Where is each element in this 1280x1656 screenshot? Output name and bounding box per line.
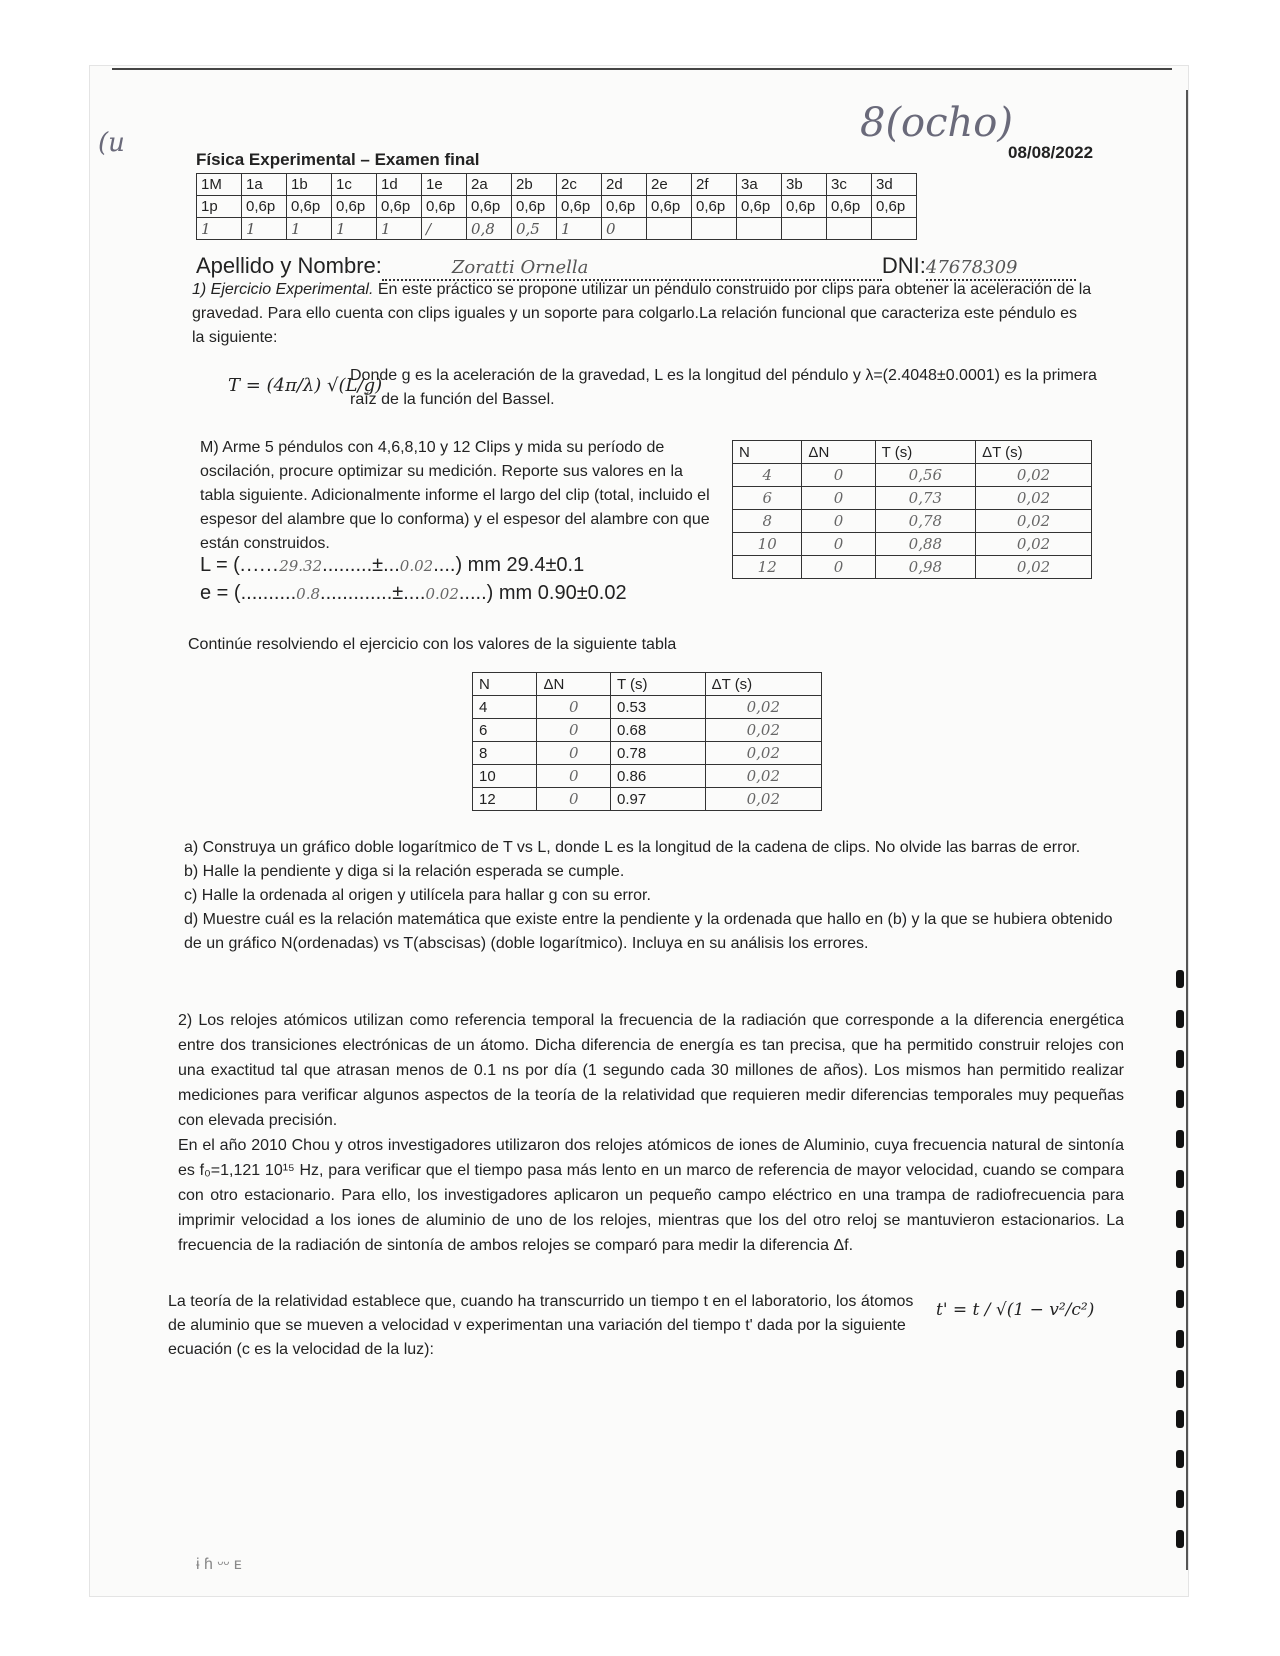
dni-value: 47678309 bbox=[925, 257, 1018, 278]
table-cell: 8 bbox=[473, 742, 537, 765]
cell: 1b bbox=[287, 174, 332, 196]
part-m-text: M) Arme 5 péndulos con 4,6,8,10 y 12 Clips y mida su período de oscilación, procure optimizar su medición. Reporte sus valores en la tabla siguiente. Adicionalmente informe el largo del clip (total, incluido el espesor del alambre que lo conforma) y el espesor del alambre con que están construidos. bbox=[200, 439, 710, 552]
cell: 1 bbox=[287, 218, 332, 240]
cell: 0,6p bbox=[872, 196, 917, 218]
cell: 3d bbox=[872, 174, 917, 196]
table-cell: 0,02 bbox=[976, 464, 1092, 487]
page-title: Física Experimental – Examen final bbox=[196, 150, 480, 169]
pendulum-formula: T = (4π/λ) √(L/g) bbox=[228, 375, 383, 396]
exercise2-p1: 2) Los relojes atómicos utilizan como referencia temporal la frecuencia de la radiación que corresponde a la diferencia energética entre dos transiciones electrónicas de un átomo. Dicha diferencia de energía es tan precisa, que ha permitido construir relojes con una exactitud tal que atrasan menos de 0.1 ns por día (1 segundo cada 30 millones de años). Los mismos han permitido realizar mediciones para verificar algunos aspectos de la teoría de la relatividad que requieren medir diferencias temporales muy pequeñas con elevada precisión. bbox=[178, 1012, 1124, 1129]
cell: 0,5 bbox=[512, 218, 557, 240]
table-cell: 0 bbox=[537, 719, 611, 742]
name-value: Zoratti Ornella bbox=[451, 257, 589, 278]
score-table bbox=[196, 173, 917, 240]
table-cell: 4 bbox=[733, 464, 802, 487]
cell: 0 bbox=[602, 218, 647, 240]
questions bbox=[184, 836, 1120, 956]
student-info bbox=[196, 253, 1076, 281]
cell: 0,6p bbox=[647, 196, 692, 218]
cell: ΔN bbox=[537, 673, 611, 696]
wire-thickness-error: 0.02 bbox=[425, 585, 459, 603]
continue-text: Continúe resolviendo el ejercicio con los valores de la siguiente tabla bbox=[188, 636, 677, 653]
cell bbox=[737, 218, 782, 240]
table-row bbox=[733, 487, 1092, 510]
cell: 1M bbox=[197, 174, 242, 196]
table-row bbox=[733, 464, 1092, 487]
wire-thickness-value: 0.8 bbox=[296, 585, 321, 603]
exercise1-text: En este práctico se propone utilizar un péndulo construido por clips para obtener la aceleración de la gravedad. Para ello cuenta con clips iguales y un soporte para colgarlo.La relación funcional que caracteriza este péndulo es la siguiente: bbox=[192, 281, 1092, 346]
table-cell: 0 bbox=[802, 556, 875, 579]
table-row bbox=[733, 510, 1092, 533]
cell: 2d bbox=[602, 174, 647, 196]
cell: 0,6p bbox=[602, 196, 647, 218]
question-a: a) Construya un gráfico doble logarítmico de T vs L, donde L es la longitud de la cadena de clips. No olvide las barras de error. bbox=[184, 839, 1081, 856]
table-cell: 10 bbox=[733, 533, 802, 556]
cell: 1e bbox=[422, 174, 467, 196]
cell: / bbox=[422, 218, 467, 240]
cell: 1 bbox=[332, 218, 377, 240]
cell: 0,6p bbox=[512, 196, 557, 218]
page-top-edge bbox=[112, 68, 1172, 70]
exam-date: 08/08/2022 bbox=[1008, 143, 1094, 162]
table-cell: 0,02 bbox=[705, 765, 821, 788]
cell: ΔT (s) bbox=[705, 673, 821, 696]
cell: 2b bbox=[512, 174, 557, 196]
cell: 1p bbox=[197, 196, 242, 218]
cell: 2f bbox=[692, 174, 737, 196]
time-dilation-formula: t' = t / √(1 − v²/c²) bbox=[936, 1300, 1095, 1320]
cell: 1 bbox=[242, 218, 287, 240]
table-row bbox=[473, 742, 822, 765]
table-cell: 0 bbox=[802, 464, 875, 487]
table-cell: 0,98 bbox=[875, 556, 975, 579]
table-cell: 6 bbox=[733, 487, 802, 510]
cell: 0,8 bbox=[467, 218, 512, 240]
table-cell: 0,02 bbox=[976, 510, 1092, 533]
table-cell: 0,02 bbox=[976, 533, 1092, 556]
cell bbox=[692, 218, 737, 240]
page-right-edge bbox=[1186, 90, 1188, 1570]
exercise2-p2: En el año 2010 Chou y otros investigadores utilizaron dos relojes atómicos de iones de Aluminio, cuya frecuencia natural de sintonía es f₀=1,121 10¹⁵ Hz, para verificar que el tiempo pasa más lento en un marco de referencia de mayor velocidad, cuando se compara con otro estacionario. Para ello, los investigadores aplicaron un pequeño campo eléctrico en una trampa de radiofrecuencia para imprimir velocidad a los iones de aluminio de uno de los relojes, mientras que los del otro reloj se mantuvieron estacionarios. La frecuencia de la radiación de sintonía de ambos relojes se comparó para medir la diferencia Δf. bbox=[178, 1137, 1124, 1254]
table-cell: 0,02 bbox=[976, 556, 1092, 579]
table-cell: 4 bbox=[473, 696, 537, 719]
cell: ΔN bbox=[802, 441, 875, 464]
cell bbox=[827, 218, 872, 240]
cell: 1 bbox=[557, 218, 602, 240]
cell: 0,6p bbox=[287, 196, 332, 218]
cell: ΔT (s) bbox=[976, 441, 1092, 464]
table-cell: 0,02 bbox=[705, 719, 821, 742]
table-cell: 0,02 bbox=[705, 696, 821, 719]
table-cell: 0,88 bbox=[875, 533, 975, 556]
exercise1-title: 1) Ejercicio Experimental. bbox=[192, 281, 374, 298]
cell: 2c bbox=[557, 174, 602, 196]
cell: 0,6p bbox=[782, 196, 827, 218]
cell: 2a bbox=[467, 174, 512, 196]
table-row bbox=[733, 533, 1092, 556]
wire-thickness-line: e = (..........0.8.............±....0.02.....) mm 0.90±0.02 bbox=[200, 582, 627, 604]
cell: 0,6p bbox=[332, 196, 377, 218]
table-cell: 0 bbox=[802, 487, 875, 510]
table-cell: 6 bbox=[473, 719, 537, 742]
cell: 0,6p bbox=[827, 196, 872, 218]
question-c: c) Halle la ordenada al origen y utilícela para hallar g con su error. bbox=[184, 887, 651, 904]
cell bbox=[872, 218, 917, 240]
given-data-table bbox=[472, 672, 822, 811]
cell bbox=[647, 218, 692, 240]
clip-length-line: L = (......29.32.........±...0.02....) mm 29.4±0.1 bbox=[200, 554, 585, 576]
cell: 1c bbox=[332, 174, 377, 196]
cell: N bbox=[733, 441, 802, 464]
exercise2 bbox=[178, 1008, 1124, 1258]
table-cell: 0.97 bbox=[611, 788, 706, 811]
table-cell: 0,73 bbox=[875, 487, 975, 510]
table-cell: 12 bbox=[473, 788, 537, 811]
table-cell: 0 bbox=[537, 788, 611, 811]
name-label: Apellido y Nombre: bbox=[196, 253, 382, 278]
clip-length-error: 0.02 bbox=[399, 557, 434, 575]
cell: 1 bbox=[377, 218, 422, 240]
cell: 0,6p bbox=[737, 196, 782, 218]
table-cell: 8 bbox=[733, 510, 802, 533]
exercise2-p3: La teoría de la relatividad establece que, cuando ha transcurrido un tiempo t en el laboratorio, los átomos de aluminio que se mueven a velocidad v experimentan una variación del tiempo t' dada por la siguiente ecuación (c es la velocidad de la luz): bbox=[168, 1293, 914, 1358]
cell: T (s) bbox=[611, 673, 706, 696]
margin-mark: (u bbox=[98, 128, 125, 158]
cell: 1 bbox=[197, 218, 242, 240]
clip-length-value: 29.32 bbox=[279, 557, 323, 575]
cell: 0,6p bbox=[377, 196, 422, 218]
table-cell: 0.78 bbox=[611, 742, 706, 765]
table-cell: 0.53 bbox=[611, 696, 706, 719]
table-cell: 0 bbox=[537, 742, 611, 765]
question-b: b) Halle la pendiente y diga si la relación esperada se cumple. bbox=[184, 863, 625, 880]
table-cell: 10 bbox=[473, 765, 537, 788]
table-cell: 0 bbox=[802, 533, 875, 556]
cell bbox=[782, 218, 827, 240]
question-d: d) Muestre cuál es la relación matemática que existe entre la pendiente y la ordenada que hallo en (b) y la que se hubiera obtenido de un gráfico N(ordenadas) vs T(abscisas) (doble logarítmico). Incluya en su análisis los errores. bbox=[184, 911, 1113, 952]
table-cell: 0.68 bbox=[611, 719, 706, 742]
table-row bbox=[473, 696, 822, 719]
table-cell: 0 bbox=[537, 765, 611, 788]
table-cell: 0 bbox=[537, 696, 611, 719]
table-cell: 12 bbox=[733, 556, 802, 579]
exercise1-intro bbox=[192, 278, 1092, 350]
cell: 0,6p bbox=[242, 196, 287, 218]
clip-length-printed: ) mm 29.4±0.1 bbox=[455, 554, 585, 576]
grade-signature: 8(ocho) bbox=[860, 100, 1013, 146]
table-cell: 0,78 bbox=[875, 510, 975, 533]
table-cell: 0,02 bbox=[976, 487, 1092, 510]
cell: 3b bbox=[782, 174, 827, 196]
cell: 0,6p bbox=[692, 196, 737, 218]
cell: 2e bbox=[647, 174, 692, 196]
cell: 1d bbox=[377, 174, 422, 196]
formula-description: Donde g es la aceleración de la gravedad, L es la longitud del péndulo y λ=(2.4048±0.0001) es la primera raíz de la función del Bassel. bbox=[350, 367, 1097, 408]
cell: T (s) bbox=[875, 441, 975, 464]
footer-mark: ɨ ɦ ᵕᵕ ᴇ bbox=[196, 1556, 242, 1573]
dni-label: DNI: bbox=[881, 253, 926, 278]
cell: 1a bbox=[242, 174, 287, 196]
table-row bbox=[473, 765, 822, 788]
cell: 3c bbox=[827, 174, 872, 196]
table-cell: 0.86 bbox=[611, 765, 706, 788]
table-cell: 0,56 bbox=[875, 464, 975, 487]
table-row bbox=[473, 788, 822, 811]
table-cell: 0,02 bbox=[705, 742, 821, 765]
measured-data-table bbox=[732, 440, 1092, 579]
cell: 3a bbox=[737, 174, 782, 196]
wire-thickness-printed: ) mm 0.90±0.02 bbox=[486, 582, 627, 604]
table-row bbox=[473, 719, 822, 742]
table-cell: 0,02 bbox=[705, 788, 821, 811]
cell: N bbox=[473, 673, 537, 696]
cell: 0,6p bbox=[467, 196, 512, 218]
table-cell: 0 bbox=[802, 510, 875, 533]
table-row bbox=[733, 556, 1092, 579]
cell: 0,6p bbox=[557, 196, 602, 218]
cell: 0,6p bbox=[422, 196, 467, 218]
